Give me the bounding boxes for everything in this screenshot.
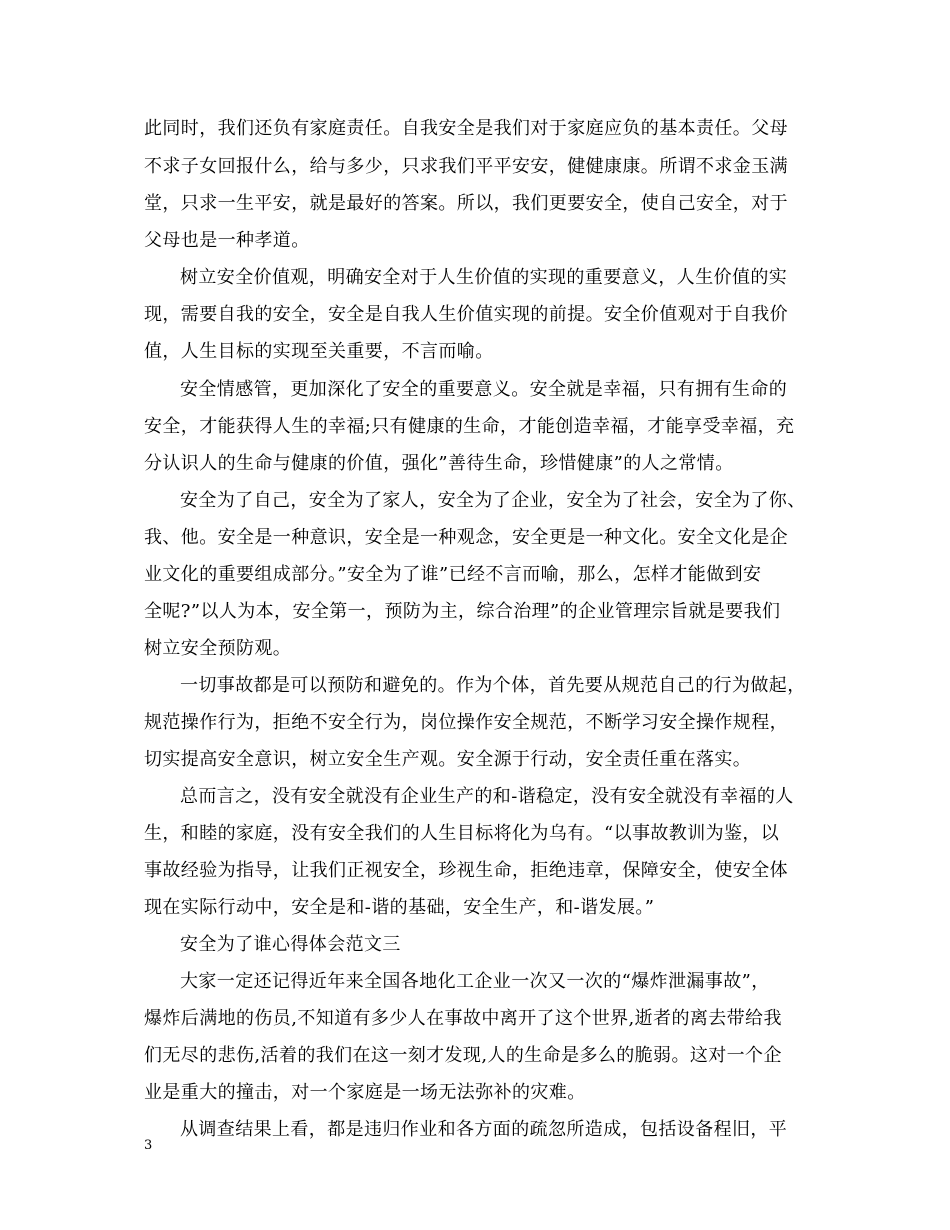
text-line: 现在实际行动中，安全是和-谐的基础，安全生产，和-谐发展。” — [144, 897, 655, 918]
text-line: 业是重大的撞击，对一个家庭是一场无法弥补的灾难。 — [144, 1082, 586, 1103]
text-line: 树立安全价值观，明确安全对于人生价值的实现的重要意义，人生价值的实 — [180, 267, 788, 288]
text-line: 值，人生目标的实现至关重要，不言而喻。 — [144, 341, 494, 362]
text-line: 爆炸后满地的伤员,不知道有多少人在事故中离开了这个世界,逝者的离去带给我 — [144, 1008, 782, 1029]
text-line: 安全情感管，更加深化了安全的重要意义。安全就是幸福，只有拥有生命的 — [180, 379, 788, 400]
text-line: 父母也是一种孝道。 — [144, 230, 310, 251]
text-line: 此同时，我们还负有家庭责任。自我安全是我们对于家庭应负的基本责任。父母 — [144, 118, 788, 139]
text-line: 现，需要自我的安全，安全是自我人生价值实现的前提。安全价值观对于自我价 — [144, 304, 788, 325]
section-heading: 安全为了谁心得体会范文三 — [180, 934, 401, 955]
text-line: 们无尽的悲伤,活着的我们在这一刻才发现,人的生命是多么的脆弱。这对一个企 — [144, 1045, 782, 1066]
text-line: 我、他。安全是一种意识，安全是一种观念，安全更是一种文化。安全文化是企 — [144, 527, 788, 548]
text-line: 堂，只求一生平安，就是最好的答案。所以，我们更要安全，使自己安全，对于 — [144, 193, 788, 214]
text-line: 分认识人的生命与健康的价值，强化”善待生命，珍惜健康”的人之常情。 — [144, 453, 734, 474]
text-line: 大家一定还记得近年来全国各地化工企业一次又一次的“爆炸泄漏事故”， — [180, 971, 770, 992]
text-line: 业文化的重要组成部分。”安全为了谁”已经不言而喻，那么，怎样才能做到安 — [144, 564, 762, 585]
text-line: 事故经验为指导，让我们正视安全，珍视生命，拒绝违章，保障安全，使安全体 — [144, 860, 788, 881]
text-line: 安全为了自己，安全为了家人，安全为了企业，安全为了社会，安全为了你、 — [180, 490, 806, 511]
text-line: 生，和睦的家庭，没有安全我们的人生目标将化为乌有。“以事故教训为鉴，以 — [144, 823, 780, 844]
text-line: 安全，才能获得人生的幸福;只有健康的生命，才能创造幸福，才能享受幸福，充 — [144, 416, 795, 437]
text-line: 切实提高安全意识，树立安全生产观。安全源于行动，安全责任重在落实。 — [144, 749, 752, 770]
text-line: 从调查结果上看，都是违归作业和各方面的疏忽所造成，包括设备程旧，平 — [180, 1119, 788, 1140]
text-line: 一切事故都是可以预防和避免的。作为个体，首先要从规范自己的行为做起， — [180, 675, 806, 696]
text-line: 全呢?”以人为本，安全第一，预防为主，综合治理”的企业管理宗旨就是要我们 — [144, 601, 781, 622]
text-line: 不求子女回报什么，给与多少，只求我们平平安安，健健康康。所谓不求金玉满 — [144, 156, 788, 177]
text-line: 规范操作行为，拒绝不安全行为，岗位操作安全规范，不断学习安全操作规程， — [144, 712, 788, 733]
text-line: 树立安全预防观。 — [144, 638, 292, 659]
text-line: 总而言之，没有安全就没有企业生产的和-谐稳定，没有安全就没有幸福的人 — [180, 786, 794, 807]
page-number: 3 — [144, 1138, 153, 1153]
